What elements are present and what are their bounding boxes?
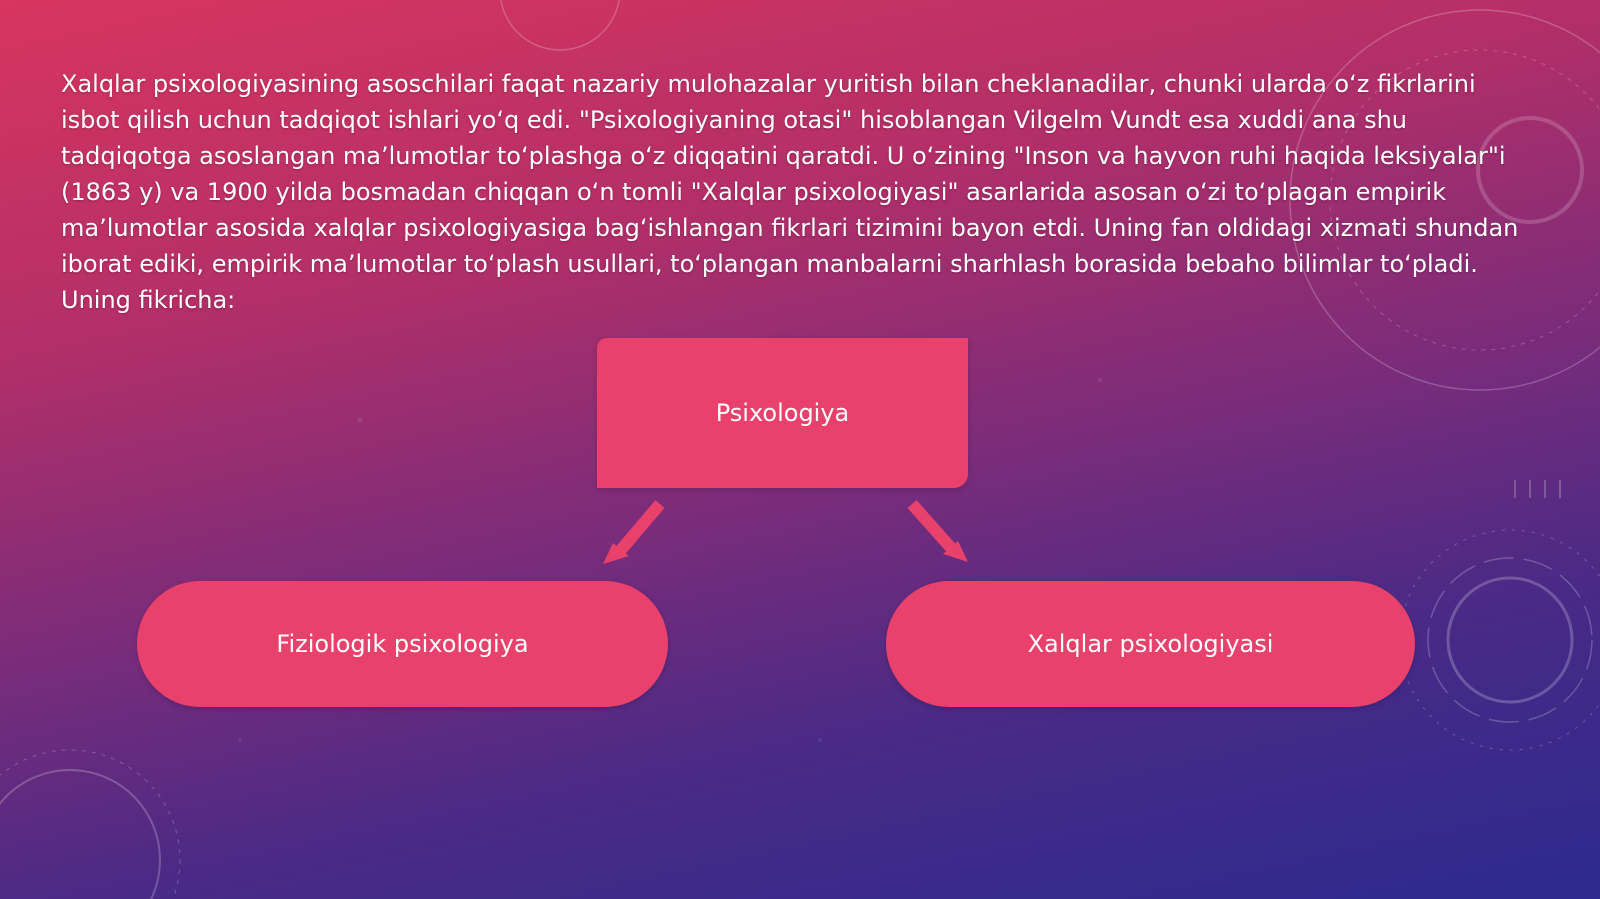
node-xalqlar-psixologiyasi [886,581,1415,707]
node-psixologiya [597,338,968,488]
arrow-to-right-child [912,504,968,562]
body-paragraph: Xalqlar psixologiyasining asoschilari faqat nazariy mulohazalar yuritish bilan cheklanadilar, chunki ularda o‘z fikrlarini isbot qilish uchun tadqiqot ishlari yo‘q edi. "Psixologiyaning otasi" hisoblangan Vilgelm Vundt esa xuddi ana shu tadqiqotga asoslangan ma’lumotlar to‘plashga o‘z diqqatini qaratdi. U o‘zining "Inson va hayvon ruhi haqida leksiyalar"i (1863 y) va 1900 yilda bosmadan chiqqan o‘n tomli "Xalqlar psixologiyasi" asarlarida asosan o‘zi to‘plagan empirik ma’lumotlar asosida xalqlar psixologiyasiga bag‘ishlangan fikrlari tizimini bayon etdi. Uning fan oldidagi xizmati shundan iborat ediki, empirik ma’lumotlar to‘plash usullari, to‘plangan manbalarni sharhlash borasida bebaho bilimlar to‘pladi. Uning fikricha: [61,70,1519,314]
node-fiziologik-psixologiya [137,581,668,707]
node-fiziologik-psixologiya-label: Fiziologik psixologiya [276,630,529,658]
arrow-to-left-child [603,504,660,564]
node-psixologiya-label: Psixologiya [715,399,850,427]
node-xalqlar-psixologiyasi-label: Xalqlar psixologiyasi [1027,630,1274,658]
